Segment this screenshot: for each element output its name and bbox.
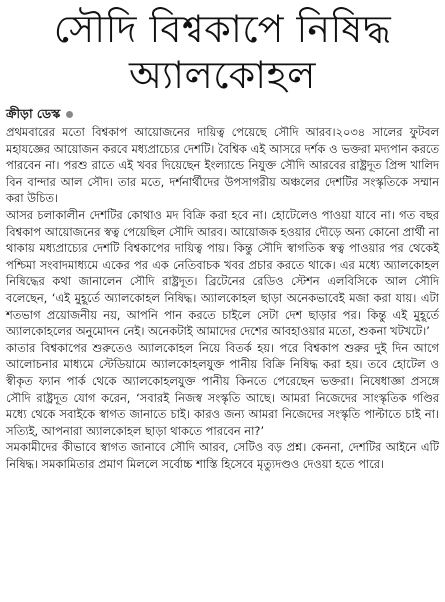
bullet-dot-icon (66, 111, 73, 118)
paragraph-1: প্রথমবারের মতো বিশ্বকাপ আয়োজনের দায়িত্ব পেয়েছে সৌদি আরব।২০৩৪ সালের ফুটবল মহাযজ্ঞের আয়োজন করবে মধ্যপ্রাচ্যের দেশটি। বৈশ্বিক এই আসরে দর্শক ও ভক্তরা মদ্যপান করতে পারবেন না। পরশু রাতে এই খবর দিয়েছেন ইংল্যান্ডে নিযুক্ত সৌদি আরবের রাষ্ট্রদূত প্রিন্স খালিদ বিন বান্দার আল সৌদ। তার মতে, দর্শনার্থীদের উপসাগরীয় অঞ্চলের দেশটির সংস্কৃতিকে সম্মান করা উচিত। (6, 125, 439, 206)
byline-text: ক্রীড়া ডেস্ক (6, 106, 61, 121)
headline (6, 6, 439, 98)
byline (6, 106, 439, 122)
paragraph-4: সমকামীদের কীভাবে স্বাগত জানাবে সৌদি আরব, সেটিও বড় প্রশ্ন। কেননা, দেশটির আইনে এটি নিষিদ্ধ। সমকামিতার প্রমাণ মিললে সর্বোচ্চ শাস্তি হিসেবে মৃত্যুদণ্ডও দেওয়া হতে পারে। (6, 440, 439, 471)
paragraph-2: আসর চলাকালীন দেশটির কোথাও মদ বিক্রি করা হবে না। হোটেলেও পাওয়া যাবে না। গত বছর বিশ্বকাপ আয়োজনের স্বত্ব পেয়েছিল সৌদি আরব। আয়োজক হওয়ার দৌড়ে অন্য কোনো প্রার্থী না থাকায় মধ্যপ্রাচ্যের দেশটি বিশ্বকাপের দায়িত্ব পায়। কিন্তু সৌদি স্বাগতিক স্বত্ব পাওয়ার পর থেকেই পশ্চিমা সংবাদমাধ্যমে একের পর এক নেতিবাচক খবর প্রচার করতে থাকে। এর মধ্যে অ্যালকোহল নিষিদ্ধের কথা জানালেন সৌদি রাষ্ট্রদূত। ব্রিটেনের রেডিও স্টেশন এলবিসিকে আল সৌদি বলেছেন, ‘এই মুহূর্তে অ্যালকোহল নিষিদ্ধ। অ্যালকোহল ছাড়া অনেকভাবেই মজা করা যায়। এটা শতভাগ প্রয়োজনীয় নয়, আপনি পান করতে চাইলে সেটা দেশ ছাড়ার পর। কিন্তু এই মুহূর্তে অ্যালকোহলের অনুমোদন নেই। অনেকটাই আমাদের দেশের আবহাওয়ার মতো, শুকনা খটখটে।’ (6, 207, 439, 339)
article-body (6, 124, 439, 472)
paragraph-3: কাতার বিশ্বকাপের শুরুতেও অ্যালকোহল নিয়ে বিতর্ক হয়। পরে বিশ্বকাপ শুরুর দুই দিন আগে আলোচনার মাধ্যমে স্টেডিয়ামে অ্যালকোহলযুক্ত পানীয় বিক্রি নিষিদ্ধ করা হয়। তবে হোটেল ও স্বীকৃত ফ্যান পার্ক থেকে অ্যালকোহলযুক্ত পানীয় কিনতে পেরেছেন ভক্তরা। নিষেধাজ্ঞা প্রসঙ্গে সৌদি রাষ্ট্রদূত যোগ করেন, ‘সবারই নিজস্ব সংস্কৃতি আছে। আমরা নিজেদের সাংস্কৃতিক গণ্ডির মধ্যে থেকে সবাইকে স্বাগত জানাতে চাই। কারও জন্য আমরা নিজেদের সংস্কৃতি পাল্টাতে চাই না। সত্যিই, আপনারা অ্যালকোহল ছাড়া থাকতে পারবেন না?’ (6, 340, 439, 438)
headline-line-1: সৌদি বিশ্বকাপে নিষিদ্ধ (53, 7, 392, 51)
headline-line-2: অ্যালকোহল (129, 53, 316, 97)
